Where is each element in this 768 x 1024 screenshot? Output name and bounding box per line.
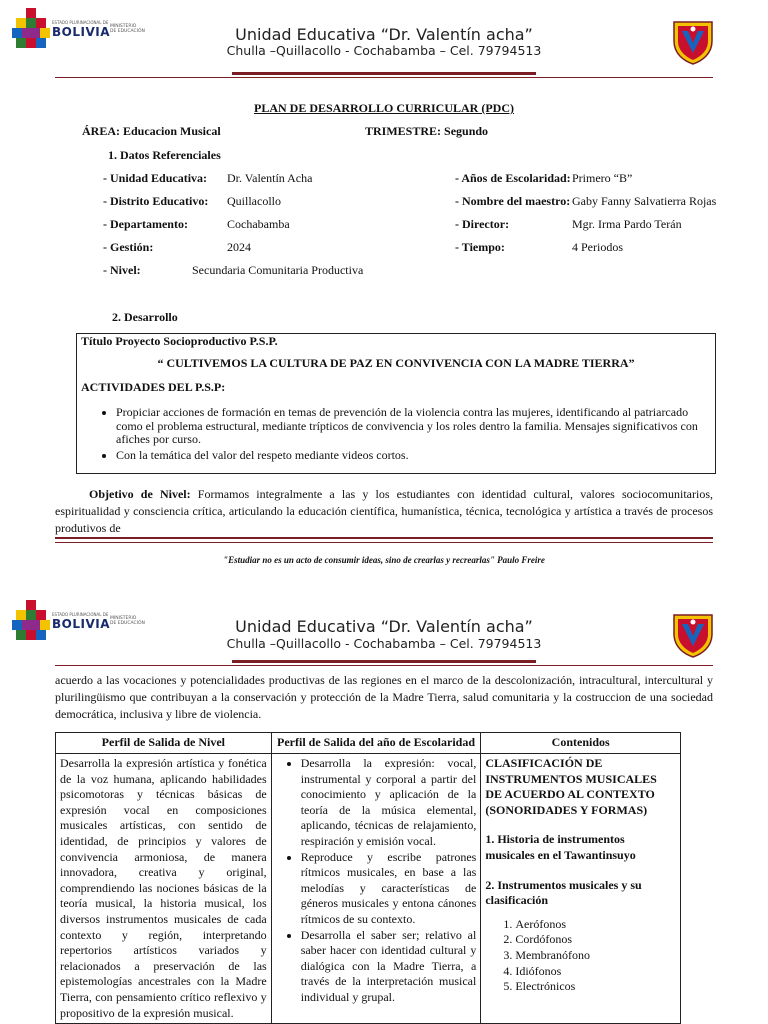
nivel-label: - Nivel: bbox=[103, 263, 141, 277]
section-datos-heading: 1. Datos Referenciales bbox=[108, 148, 221, 162]
table-header: Perfil de Salida de Nivel bbox=[56, 733, 272, 754]
header-rule-thin bbox=[55, 77, 713, 78]
psp-activities-list bbox=[81, 406, 711, 464]
maestro-label: - Nombre del maestro: bbox=[455, 194, 571, 208]
psp-box bbox=[76, 333, 716, 474]
bolivia-label: BOLIVIA bbox=[52, 617, 110, 631]
area-label: ÁREA: Educacion Musical bbox=[82, 124, 221, 138]
gestion-value: 2024 bbox=[227, 240, 251, 254]
footer-rule-thin bbox=[55, 542, 713, 543]
list-item: • Desarrolla la expresión: vocal, instrumental y corporal a partir del conocimiento y aplicación de la teoría de la música elemental, aplicando, técnicas de relajamiento, respiración y emisión vocal. bbox=[301, 756, 477, 850]
section-desarrollo-heading: 2. Desarrollo bbox=[112, 310, 178, 324]
perfil-nivel-cell bbox=[56, 754, 272, 1024]
director-label: - Director: bbox=[455, 217, 510, 231]
psp-title: Título Proyecto Socioproductivo P.S.P. bbox=[81, 334, 278, 348]
table-header: Contenidos bbox=[481, 733, 681, 754]
tiempo-value: 4 Periodos bbox=[572, 240, 623, 254]
perfil-nivel-text: Desarrolla la expresión artística y fonética de la voz humana, aplicando habilidades psicomotoras y técnicas básicas de expresión vocal en composiciones musicales artísticas, con sentido de identidad, de principios y valores de convivencia armoniosa, de manera innovadora, creativa y original, comprendiendo las nociones básicas de la teoría musical, la historia musical, los diversos instrumentos musicales de cada contexto y región, interpretando repertorios artísticos variados y relacionados a preservación de las epistemologías ancestrales con la Madre Tierra, con pensamiento crítico reflexivo y propositivo de la expresión musical. bbox=[60, 756, 267, 1020]
ministry-label: MINISTERIO DE EDUCACIÓN bbox=[110, 616, 145, 626]
director-value: Mgr. Irma Pardo Terán bbox=[572, 217, 682, 231]
footer-quote: "Estudiar no es un acto de consumir ideas, sino de crearlas y recrearlas" Paulo Freire bbox=[223, 555, 545, 565]
list-item: 2. Cordófonos bbox=[515, 932, 676, 948]
header-rule bbox=[232, 72, 536, 75]
unidad-label: - Unidad Educativa: bbox=[103, 171, 208, 185]
list-item: • Reproduce y escribe patrones rítmicos musicales, en base a las melodías y características de géneros musicales y entona cánones rítmicos de su contexto. bbox=[301, 850, 477, 928]
contenidos-cell bbox=[481, 754, 681, 1024]
list-item: • Desarrolla el saber ser; relativo al saber hacer con identidad cultural y dialógica con la Madre Tierra, a través de la interpretación musical individual y grupal. bbox=[301, 928, 477, 1006]
school-title: Unidad Educativa “Dr. Valentín acha” bbox=[235, 25, 533, 44]
school-crest-icon bbox=[672, 19, 714, 65]
header-rule-thin bbox=[55, 665, 713, 666]
distrito-value: Quillacollo bbox=[227, 194, 281, 208]
list-item: 3. Membranófono bbox=[515, 948, 676, 964]
distrito-label: - Distrito Educativo: bbox=[103, 194, 209, 208]
perfil-ano-cell bbox=[271, 754, 481, 1024]
trimestre-label: TRIMESTRE: Segundo bbox=[365, 124, 489, 138]
ministry-label: MINISTERIO DE EDUCACIÓN bbox=[110, 24, 145, 34]
list-item: • Propiciar acciones de formación en temas de prevención de la violencia contra las mujeres, identificando al patriarcado como el problema estructural, mediante trípticos de convivencia y los roles dentro la familia. Mensajes significativos con afiches por curso. bbox=[116, 406, 711, 447]
maestro-value: Gaby Fanny Salvatierra Rojas bbox=[572, 194, 717, 208]
objetivo-label: Objetivo de Nivel: bbox=[89, 487, 191, 501]
school-subtitle: Chulla –Quillacollo - Cochabamba – Cel. 79794513 bbox=[226, 43, 542, 58]
objetivo-paragraph bbox=[55, 486, 713, 537]
psp-name: “ CULTIVEMOS LA CULTURA DE PAZ EN CONVIVENCIA CON LA MADRE TIERRA” bbox=[157, 356, 635, 370]
instrument-list bbox=[485, 917, 676, 995]
objetivo-continuation: acuerdo a las vocaciones y potencialidades productivas de las regiones en el marco de la descolonización, intracultural, intercultural y plurilingüismo que contribuyan a la conservación y protección de la Madre Tierra, salud comunitaria y la costruccion de una sociedad democrática, inclusiva y libre de violencia. bbox=[55, 673, 713, 721]
doc-title: PLAN DE DESARROLLO CURRICULAR (PDC) bbox=[253, 101, 514, 115]
contenidos-item2: 2. Instrumentos musicales y su clasificación bbox=[485, 877, 642, 908]
gestion-label: - Gestión: bbox=[103, 240, 154, 254]
tiempo-label: - Tiempo: bbox=[455, 240, 505, 254]
bolivia-small-label: ESTADO PLURINACIONAL DE bbox=[52, 20, 109, 25]
school-title: Unidad Educativa “Dr. Valentín acha” bbox=[235, 617, 533, 636]
departamento-value: Cochabamba bbox=[227, 217, 290, 231]
list-item: 4. Idiófonos bbox=[515, 964, 676, 980]
table-header: Perfil de Salida del año de Escolaridad bbox=[271, 733, 481, 754]
bolivia-small-label: ESTADO PLURINACIONAL DE bbox=[52, 612, 109, 617]
list-item: 5. Electrónicos bbox=[515, 979, 676, 995]
objetivo-text: Formamos integralmente a las y los estudiantes con identidad cultural, valores sociocomunitarios, espiritualidad y consciencia crítica, articulando la educación científica, humanística, técnica, tecnológica y artística a través de procesos produtivos de bbox=[55, 487, 713, 535]
contenidos-item1: 1. Historia de instrumentos musicales en el Tawantinsuyo bbox=[485, 832, 636, 862]
psp-activities-label: ACTIVIDADES DEL P.S.P: bbox=[81, 380, 226, 394]
nivel-value: Secundaria Comunitaria Productiva bbox=[192, 263, 364, 277]
school-subtitle: Chulla –Quillacollo - Cochabamba – Cel. 79794513 bbox=[226, 636, 542, 651]
departamento-label: - Departamento: bbox=[103, 217, 188, 231]
list-item: 1. Aerófonos bbox=[515, 917, 676, 933]
header-rule bbox=[232, 660, 536, 663]
anos-label: - Años de Escolaridad: bbox=[455, 171, 571, 185]
anos-value: Primero “B” bbox=[572, 171, 633, 185]
contenidos-heading: CLASIFICACIÓN DE INSTRUMENTOS MUSICALES DE ACUERDO AL CONTEXTO (SONORIDADES Y FORMAS) bbox=[485, 756, 657, 817]
unidad-value: Dr. Valentín Acha bbox=[227, 171, 313, 185]
curriculum-table bbox=[55, 732, 681, 1024]
bolivia-label: BOLIVIA bbox=[52, 25, 110, 39]
list-item: • Con la temática del valor del respeto mediante videos cortos. bbox=[116, 449, 711, 463]
school-crest-icon bbox=[672, 612, 714, 658]
footer-rule bbox=[55, 537, 713, 539]
